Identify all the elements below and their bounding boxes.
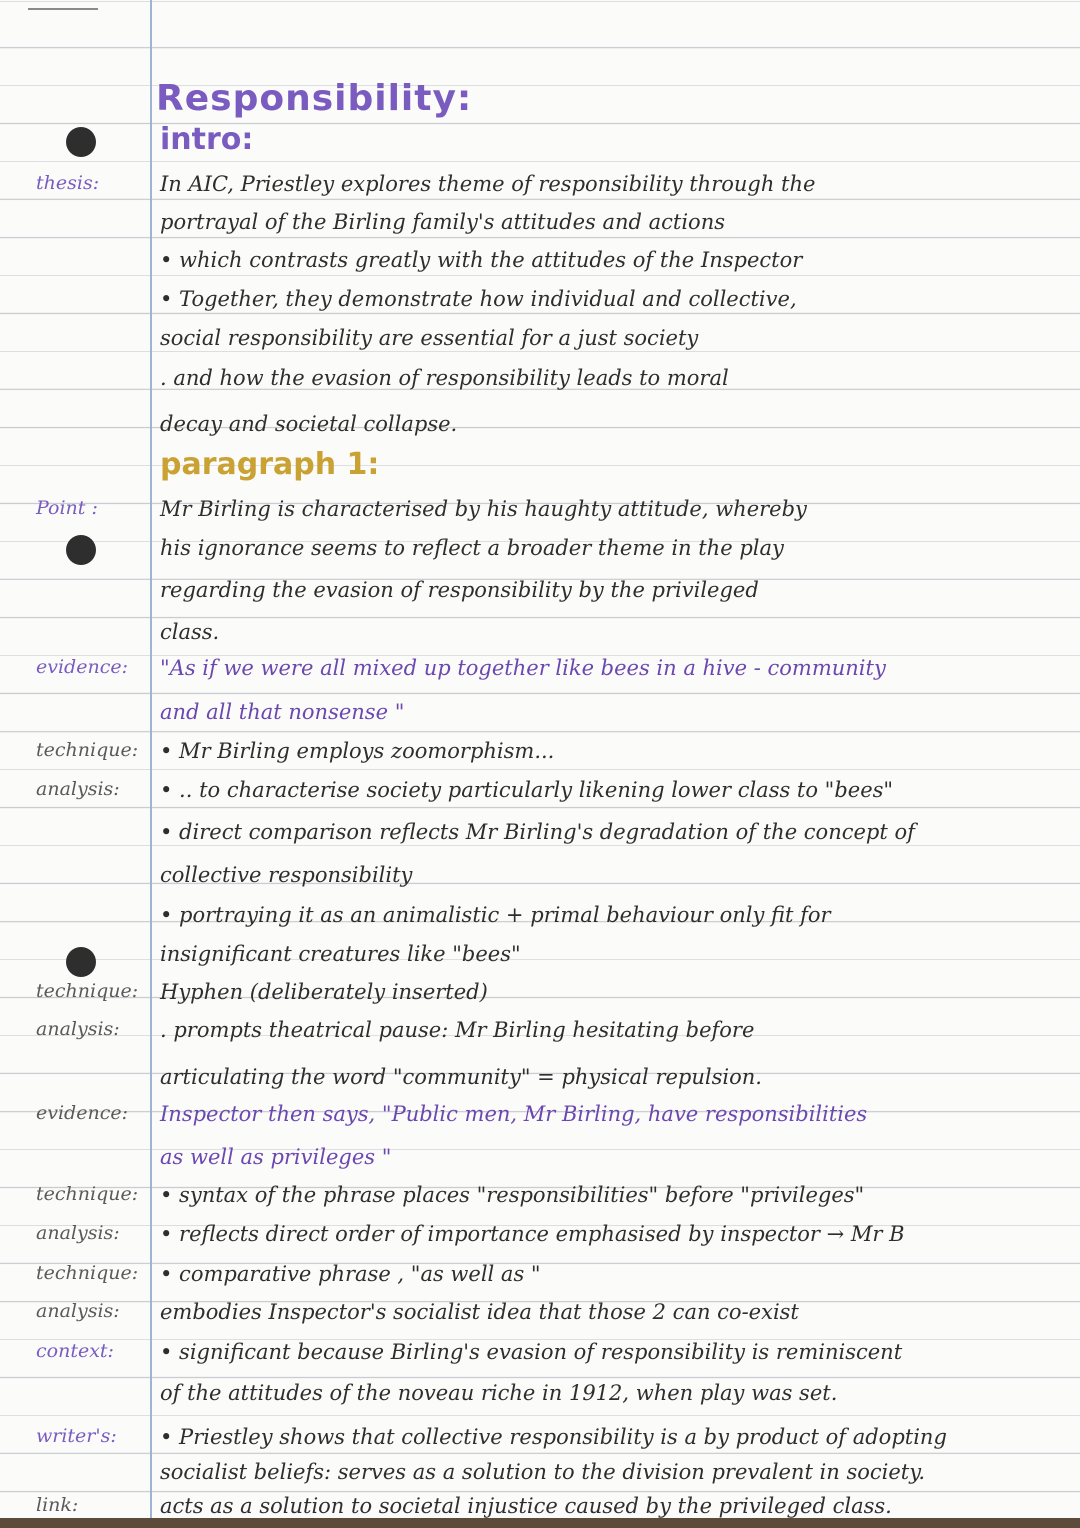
- top-margin-mark: [28, 8, 98, 10]
- analysis-1-line-5: insignificant creatures like "bees": [160, 942, 521, 966]
- context-line-1: • significant because Birling's evasion of responsibility is reminiscent: [160, 1340, 903, 1364]
- writers-line-1: • Priestley shows that collective responsibility is a by product of adopting: [160, 1425, 947, 1449]
- analysis-1-line-1: • .. to characterise society particularly likening lower class to "bees": [160, 778, 894, 802]
- analysis-1-line-3: collective responsibility: [160, 863, 413, 887]
- analysis-1-line-2: • direct comparison reflects Mr Birling's degradation of the concept of: [160, 820, 915, 844]
- analysis-2-line-1: . prompts theatrical pause: Mr Birling hesitating before: [160, 1018, 755, 1042]
- link-line: acts as a solution to societal injustice caused by the privileged class.: [160, 1494, 892, 1518]
- evidence-1-line-1: "As if we were all mixed up together like bees in a hive - community: [160, 656, 886, 680]
- thesis-line-2: portrayal of the Birling family's attitudes and actions: [160, 210, 725, 234]
- punch-hole-bottom: [66, 947, 96, 977]
- label-thesis: thesis:: [36, 172, 100, 194]
- writers-line-2: socialist beliefs: serves as a solution to the division prevalent in society.: [160, 1460, 925, 1484]
- evidence-1-line-2: and all that nonsense ": [160, 700, 405, 724]
- analysis-1-line-4: • portraying it as an animalistic + primal behaviour only fit for: [160, 903, 831, 927]
- analysis-3-line: • reflects direct order of importance emphasised by inspector → Mr B: [160, 1222, 905, 1246]
- context-line-2: of the attitudes of the noveau riche in 1912, when play was set.: [160, 1381, 838, 1405]
- evidence-2-line-2: as well as privileges ": [160, 1145, 392, 1169]
- label-analysis-3: analysis:: [36, 1222, 120, 1244]
- thesis-line-1: In AIC, Priestley explores theme of responsibility through the: [160, 172, 816, 196]
- point-line-3: regarding the evasion of responsibility by the privileged: [160, 578, 759, 602]
- label-context: context:: [36, 1340, 114, 1362]
- point-line-2: his ignorance seems to reflect a broader theme in the play: [160, 536, 784, 560]
- intro-heading: intro:: [160, 122, 254, 157]
- thesis-line-5: social responsibility are essential for a just society: [160, 326, 699, 350]
- page-title: Responsibility:: [156, 78, 473, 119]
- label-analysis-4: analysis:: [36, 1300, 120, 1322]
- thesis-line-6: . and how the evasion of responsibility leads to moral: [160, 366, 729, 390]
- label-evidence-2: evidence:: [36, 1102, 128, 1124]
- label-evidence-1: evidence:: [36, 656, 128, 678]
- thesis-line-4: • Together, they demonstrate how individual and collective,: [160, 287, 797, 311]
- analysis-2-line-2: articulating the word "community" = physical repulsion.: [160, 1065, 762, 1089]
- technique-1-line: • Mr Birling employs zoomorphism...: [160, 739, 555, 763]
- label-link: link:: [36, 1494, 79, 1516]
- paragraph-heading: paragraph 1:: [160, 447, 380, 482]
- point-line-1: Mr Birling is characterised by his haughty attitude, whereby: [160, 497, 807, 521]
- label-writers: writer's:: [36, 1425, 117, 1447]
- label-technique-4: technique:: [36, 1262, 139, 1284]
- label-analysis-2: analysis:: [36, 1018, 120, 1040]
- evidence-2-line-1: Inspector then says, "Public men, Mr Birling, have responsibilities: [160, 1102, 868, 1126]
- analysis-4-line: embodies Inspector's socialist idea that those 2 can co-exist: [160, 1300, 799, 1324]
- thesis-line-3: • which contrasts greatly with the attitudes of the Inspector: [160, 248, 803, 272]
- label-point: Point :: [36, 497, 98, 519]
- technique-4-line: • comparative phrase , "as well as ": [160, 1262, 541, 1286]
- label-technique-1: technique:: [36, 739, 139, 761]
- label-analysis-1: analysis:: [36, 778, 120, 800]
- point-line-4: class.: [160, 620, 220, 644]
- margin-line: [150, 0, 152, 1528]
- page-bottom-edge: [0, 1518, 1080, 1528]
- punch-hole-top: [66, 127, 96, 157]
- label-technique-3: technique:: [36, 1183, 139, 1205]
- technique-3-line: • syntax of the phrase places "responsibilities" before "privileges": [160, 1183, 865, 1207]
- thesis-line-7: decay and societal collapse.: [160, 412, 458, 436]
- label-technique-2: technique:: [36, 980, 139, 1002]
- punch-hole-middle: [66, 535, 96, 565]
- technique-2-line: Hyphen (deliberately inserted): [160, 980, 488, 1004]
